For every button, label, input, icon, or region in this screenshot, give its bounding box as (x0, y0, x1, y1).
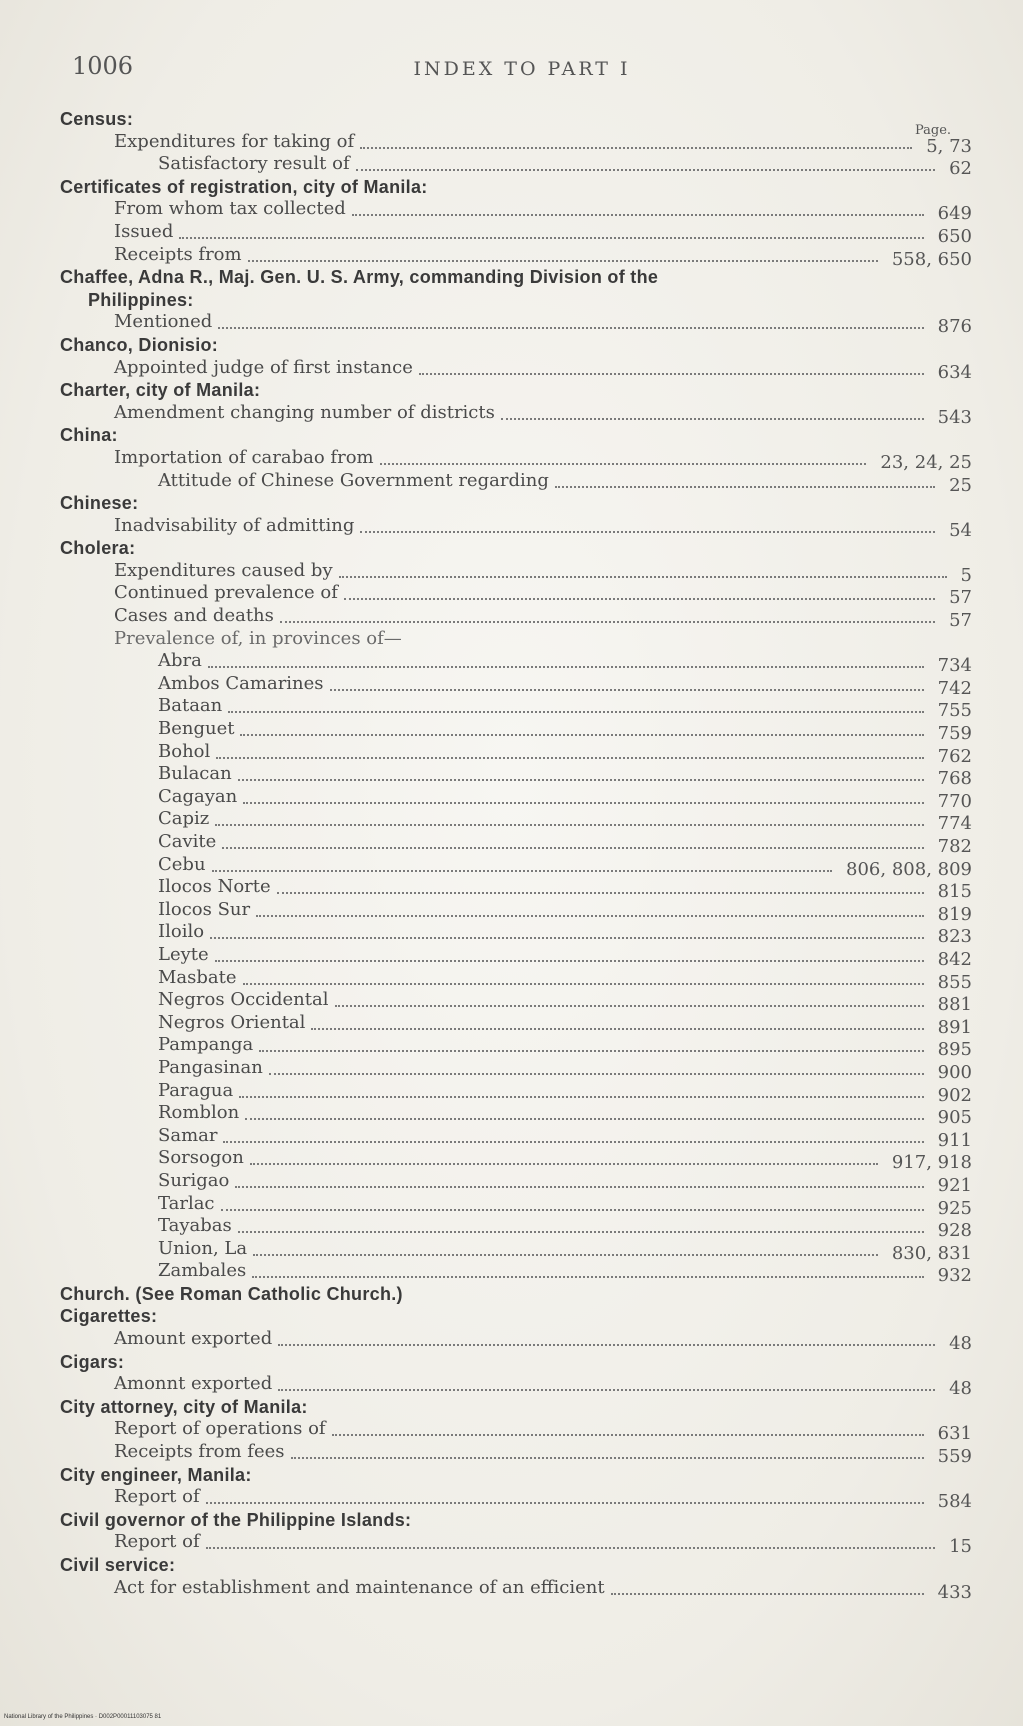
index-entry (60, 582, 972, 609)
entry-text: Ilocos Norte (158, 876, 271, 898)
entry-text: Ilocos Sur (158, 898, 251, 920)
index-entry (60, 446, 972, 473)
index-entry (60, 1124, 972, 1151)
entry-text: Inadvisability of admitting (114, 514, 355, 536)
entry-text: Zambales (158, 1260, 247, 1282)
dot-leader (240, 731, 924, 736)
entry-page-number: 921 (937, 1174, 972, 1196)
entry-text: Romblon (158, 1102, 240, 1124)
entry-page-number: 543 (937, 406, 972, 428)
dot-leader (239, 1093, 924, 1098)
index-entry (60, 1486, 972, 1513)
index-heading (60, 537, 972, 560)
entry-page-number: 559 (937, 1446, 972, 1468)
dot-leader (218, 324, 924, 329)
index-entry (60, 1260, 972, 1287)
entry-page-number: 900 (937, 1061, 972, 1083)
entry-text: Paragua (158, 1079, 234, 1101)
index-heading (60, 1554, 972, 1577)
dot-leader (235, 1183, 924, 1188)
index-entry (60, 876, 972, 903)
entry-text: China: (60, 425, 118, 446)
dot-leader (278, 1341, 935, 1346)
dot-leader (248, 257, 878, 262)
entry-text: Report of (114, 1486, 200, 1508)
entry-text: Certificates of registration, city of Manila: (60, 176, 428, 197)
entry-page-number: 819 (937, 903, 972, 925)
dot-leader (280, 618, 935, 623)
entry-text: Bulacan (158, 763, 232, 785)
index-entry (60, 672, 972, 699)
dot-leader (419, 370, 924, 375)
entry-page-number: 925 (937, 1197, 972, 1219)
entry-page-number: 57 (949, 610, 972, 632)
entry-page-number: 928 (937, 1220, 972, 1242)
entry-text: From whom tax collected (114, 198, 346, 220)
index-heading (60, 108, 972, 131)
dot-leader (352, 211, 924, 216)
dot-leader (256, 912, 924, 917)
index-entry (60, 808, 972, 835)
dot-leader (332, 1431, 924, 1436)
entry-page-number: 23, 24, 25 (880, 451, 972, 473)
entry-text: Negros Oriental (158, 1011, 306, 1033)
index-heading (60, 266, 972, 289)
index-list (60, 108, 972, 1603)
index-entry (60, 153, 972, 180)
entry-page-number: 5 (960, 564, 972, 586)
entry-page-number: 782 (937, 836, 972, 857)
dot-leader (245, 1115, 924, 1120)
entry-text: Mentioned (114, 311, 213, 333)
entry-page-number: 815 (937, 881, 972, 903)
entry-page-number: 15 (949, 1536, 972, 1558)
dot-leader (344, 595, 935, 600)
index-heading (60, 1396, 972, 1419)
entry-text: Leyte (158, 943, 209, 965)
entry-page-number: 634 (937, 361, 972, 383)
entry-page-number: 905 (937, 1107, 972, 1129)
entry-page-number: 823 (937, 926, 972, 948)
dot-leader (356, 166, 935, 171)
entry-page-number: 742 (937, 677, 972, 699)
entry-text: Prevalence of, in provinces of— (114, 627, 402, 649)
index-heading (60, 1351, 972, 1374)
entry-page-number: 891 (937, 1016, 972, 1038)
dot-leader (222, 844, 924, 849)
dot-leader (501, 415, 924, 420)
dot-leader (206, 1499, 924, 1504)
page-number: 1006 (72, 52, 134, 80)
index-entry (60, 1215, 972, 1242)
entry-text: Union, La (158, 1237, 248, 1259)
entry-text: Charter, city of Manila: (60, 380, 261, 401)
entry-text: Masbate (158, 966, 237, 988)
dot-leader (243, 799, 924, 804)
index-entry (60, 695, 972, 722)
page-header (72, 52, 972, 86)
dot-leader (179, 234, 924, 239)
index-entry (60, 514, 972, 541)
index-entry (60, 785, 972, 812)
entry-text: Benguet (158, 718, 235, 740)
entry-text: Amendment changing number of districts (114, 401, 495, 423)
index-entry (60, 1237, 972, 1264)
index-entry (60, 1169, 972, 1196)
entry-page-number: 855 (937, 971, 972, 993)
entry-text: Tayabas (158, 1215, 232, 1237)
index-heading (60, 1464, 972, 1487)
entry-text: Amount exported (114, 1328, 273, 1350)
entry-text: Pampanga (158, 1034, 254, 1056)
index-entry (60, 853, 972, 880)
entry-text: Tarlac (158, 1192, 215, 1214)
dot-leader (259, 1047, 924, 1052)
index-heading (60, 1305, 972, 1328)
entry-text: Bohol (158, 740, 211, 762)
dot-leader (339, 573, 947, 578)
page-column-label: Page. (915, 123, 952, 138)
index-entry (60, 943, 972, 970)
entry-page-number: 917, 918 (891, 1152, 972, 1174)
entry-text: Abra (158, 650, 202, 672)
entry-text: Satisfactory result of (158, 153, 350, 175)
index-heading (60, 176, 972, 199)
entry-text: Church. (See Roman Catholic Church.) (60, 1283, 403, 1304)
entry-text: Attitude of Chinese Government regarding (158, 469, 549, 491)
dot-leader (252, 1273, 924, 1278)
entry-page-number: 755 (937, 700, 972, 722)
dot-leader (360, 528, 935, 533)
index-entry (60, 1373, 972, 1400)
entry-page-number: 806, 808, 809 (846, 858, 972, 880)
entry-page-number: 762 (937, 745, 972, 767)
dot-leader (250, 1160, 878, 1165)
entry-text: Cholera: (60, 538, 136, 559)
dot-leader (243, 980, 924, 985)
index-heading (60, 289, 972, 312)
entry-page-number: 774 (937, 813, 972, 835)
entry-page-number: 62 (949, 158, 972, 180)
dot-leader (311, 1025, 924, 1030)
index-heading (60, 1283, 972, 1306)
entry-page-number: 650 (937, 225, 972, 247)
entry-page-number: 584 (937, 1491, 972, 1513)
entry-text: Capiz (158, 808, 210, 830)
index-entry (60, 198, 972, 225)
index-heading (60, 334, 972, 357)
entry-text: Bataan (158, 695, 223, 717)
index-entry (60, 1576, 972, 1603)
index-entry (60, 898, 972, 925)
dot-leader (216, 754, 924, 759)
index-entry (60, 220, 972, 247)
dot-leader (555, 483, 935, 488)
index-entry (60, 559, 972, 586)
dot-leader (210, 934, 924, 939)
index-entry (60, 401, 972, 428)
entry-page-number: 649 (937, 203, 972, 225)
entry-page-number: 830, 831 (891, 1242, 972, 1264)
entry-text: Iloilo (158, 921, 205, 943)
entry-text: Chanco, Dionisio: (60, 334, 219, 355)
entry-page-number: 734 (937, 655, 972, 677)
entry-text: Cavite (158, 831, 217, 852)
index-entry (60, 1034, 972, 1061)
index-entry (60, 966, 972, 993)
index-heading (60, 492, 972, 515)
index-heading (60, 379, 972, 402)
dot-leader (208, 663, 924, 668)
dot-leader (221, 1206, 924, 1211)
entry-text: Cases and deaths (114, 605, 274, 627)
entry-text: Receipts from (114, 243, 242, 265)
entry-text: Issued (114, 220, 174, 242)
entry-text: Census: (60, 109, 134, 129)
entry-text: Cigarettes: (60, 1306, 158, 1327)
entry-text: Chinese: (60, 493, 139, 514)
index-entry (60, 356, 972, 383)
entry-text: Act for establishment and maintenance of an efficient (114, 1576, 605, 1598)
dot-leader (253, 1251, 878, 1256)
entry-text: Cagayan (158, 785, 238, 807)
entry-text: Sorsogon (158, 1147, 244, 1169)
dot-leader (278, 1386, 935, 1391)
entry-page-number: 5, 73 (926, 135, 972, 157)
entry-text: Chaffee, Adna R., Maj. Gen. U. S. Army, commanding Division of the (60, 267, 659, 288)
entry-page-number: 895 (937, 1039, 972, 1061)
entry-text: Civil governor of the Philippine Islands: (60, 1509, 412, 1530)
entry-text: Cebu (158, 853, 206, 875)
dot-leader (215, 957, 924, 962)
entry-page-number: 57 (949, 587, 972, 609)
entry-page-number: 759 (937, 723, 972, 745)
entry-text: City engineer, Manila: (60, 1464, 252, 1485)
index-entry (60, 1531, 972, 1558)
entry-page-number: 25 (949, 474, 972, 496)
entry-page-number: 768 (937, 768, 972, 790)
entry-text: Continued prevalence of (114, 582, 338, 604)
entry-page-number: 558, 650 (891, 248, 972, 270)
entry-text: Amonnt exported (114, 1373, 273, 1395)
index-entry (60, 831, 972, 857)
index-entry (60, 469, 972, 496)
entry-page-number: 48 (949, 1378, 972, 1400)
index-entry (60, 718, 972, 745)
entry-text: Importation of carabao from (114, 446, 374, 468)
dot-leader (206, 1544, 935, 1549)
entry-text: Appointed judge of first instance (114, 356, 413, 378)
entry-page-number: 770 (937, 790, 972, 812)
index-entry (60, 605, 972, 632)
entry-text: Samar (158, 1124, 218, 1146)
entry-text: Pangasinan (158, 1056, 263, 1078)
entry-page-number: 631 (937, 1423, 972, 1445)
dot-leader (380, 460, 866, 465)
entry-page-number: 48 (949, 1333, 972, 1355)
index-entry (60, 1079, 972, 1106)
dot-leader (611, 1590, 924, 1595)
entry-page-number: 911 (937, 1129, 972, 1151)
entry-page-number: 881 (937, 994, 972, 1016)
index-entry (60, 1102, 972, 1129)
index-entry (60, 1147, 972, 1174)
index-entry (60, 989, 972, 1016)
index-entry (60, 763, 972, 790)
entry-text: Report of (114, 1531, 200, 1553)
entry-page-number: 932 (937, 1265, 972, 1287)
index-entry (60, 1192, 972, 1219)
entry-text: Surigao (158, 1169, 230, 1191)
entry-text: Receipts from fees (114, 1441, 285, 1463)
entry-text: Ambos Camarines (158, 672, 324, 694)
dot-leader (269, 1070, 924, 1075)
entry-page-number: 433 (937, 1581, 972, 1603)
dot-leader (238, 1228, 924, 1233)
dot-leader (335, 1002, 924, 1007)
entry-page-number: 876 (937, 316, 972, 338)
dot-leader (291, 1454, 924, 1459)
index-entry (60, 628, 972, 651)
entry-text: Negros Occidental (158, 989, 329, 1011)
entry-text: Cigars: (60, 1351, 125, 1372)
entry-text: City attorney, city of Manila: (60, 1396, 308, 1417)
dot-leader (238, 776, 924, 781)
dot-leader (330, 686, 924, 691)
entry-text: Expenditures for taking of (114, 130, 355, 152)
entry-page-number: 54 (949, 519, 972, 541)
dot-leader (360, 144, 912, 149)
entry-text: Expenditures caused by (114, 559, 333, 581)
dot-leader (277, 889, 924, 894)
dot-leader (212, 867, 832, 872)
index-entry (60, 1011, 972, 1038)
index-entry (60, 1056, 972, 1083)
index-heading (60, 1509, 972, 1532)
entry-text: Civil service: (60, 1555, 176, 1575)
index-entry (60, 921, 972, 948)
index-entry (60, 243, 972, 270)
running-title: INDEX TO PART I (413, 58, 631, 80)
dot-leader (215, 821, 924, 826)
footer-credit: National Library of the Philippines · D002P00011103075 81 (4, 1714, 162, 1720)
entry-page-number: 902 (937, 1084, 972, 1106)
index-entry (60, 311, 972, 338)
index-heading (60, 424, 972, 447)
entry-text: Philippines: (88, 289, 194, 310)
index-entry (60, 1328, 972, 1355)
index-entry (60, 740, 972, 767)
index-entry (60, 1418, 972, 1445)
entry-text: Report of operations of (114, 1418, 326, 1440)
dot-leader (228, 708, 924, 713)
entry-page-number: 842 (937, 948, 972, 970)
dot-leader (223, 1138, 924, 1143)
index-entry (60, 1441, 972, 1468)
index-entry (60, 650, 972, 677)
